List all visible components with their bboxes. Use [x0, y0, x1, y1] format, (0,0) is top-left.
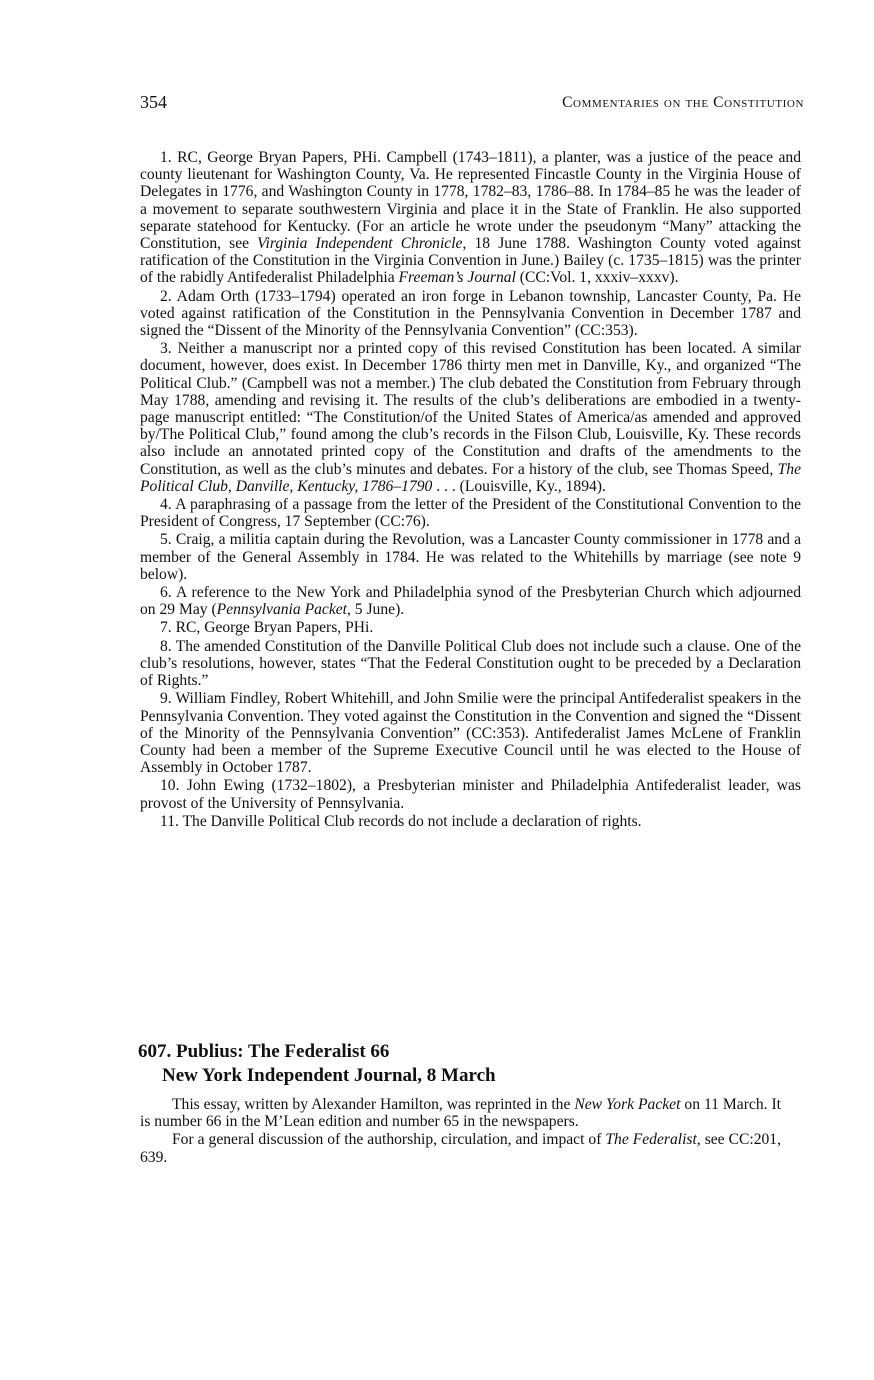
note-text: 11. The Danville Political Club records do not include a declaration of rights.: [160, 812, 642, 830]
note-text: 4. A paraphrasing of a passage from the letter of the President of the Constitutional Convention to the President of Congress, 17 September (CC:76).: [140, 496, 801, 531]
note-text: 8. The amended Constitution of the Danville Political Club does not include such a clause. One of the club’s resolutions, however, states “That the Federal Constitution ought to be preceded by a Declaration of Rights.”: [140, 637, 801, 690]
note-italic: Freeman’s Journal: [398, 269, 516, 287]
document-title: 607. Publius: The Federalist 66: [138, 1041, 390, 1062]
intro-italic: New York Packet: [574, 1096, 681, 1113]
running-head: Commentaries on the Constitution: [562, 94, 804, 111]
note-text: 1. RC, George Bryan Papers, PHi. Campbell (1743–1811), a planter, was a justice of the peace and county lieutenant for Washington County, Va. He represented Fincastle County in the Virginia House of Delegates in 1776, and Washington County in 1778, 1782–83, 1786–88. In 1784–85 he was the leader of a movement to separate southwestern Virginia and place it in the State of Franklin. He also supported separate statehood for Kentucky. (For an article he wrote under the pseudonym “Many” attacking the Constitution, see: [140, 149, 801, 253]
footnote-11: [140, 813, 801, 830]
headnote-paragraph-1: [140, 1096, 781, 1130]
intro-text: This essay, written by Alexander Hamilton, was reprinted in the: [172, 1096, 575, 1113]
headnote-paragraph-2: [140, 1131, 781, 1165]
intro-text: For a general discussion of the authorship, circulation, and impact of: [172, 1131, 606, 1149]
note-text: , 5 June).: [347, 601, 405, 619]
headnote: [140, 1096, 781, 1167]
footnote-8: [140, 638, 801, 690]
note-text: 5. Craig, a militia captain during the Revolution, was a Lancaster County commissioner in 1778 and a member of the General Assembly in 1784. He was related to the Whitehills by marriage (see note 9 below).: [140, 531, 801, 583]
note-text: 7. RC, George Bryan Papers, PHi.: [160, 619, 374, 637]
footnote-6: [140, 584, 801, 618]
note-italic: Pennsylvania Packet: [216, 601, 347, 619]
note-italic: Virginia Independent Chronicle: [257, 235, 463, 253]
note-text: 3. Neither a manuscript nor a printed copy of this revised Constitution has been located. A similar document, however, does exist. In December 1786 thirty men met in Danville, Ky., and organized “The Political Club.” (Campbell was not a member.) The club debated the Constitution from February through May 1788, amending and revising it. The results of the club’s deliberations are embodied in a twenty-page manuscript entitled: “The Constitution/of the United States of America/as amended and approved by/The Political Club,” found among the club’s records in the Filson Club, Louisville, Ky. These records also include an annotated printed copy of the Constitution and drafts of the amendments to the Constitution, as well as the club’s minutes and debates. For a history of the club, see Thomas Speed,: [140, 340, 801, 478]
note-text: 10. John Ewing (1732–1802), a Presbyterian minister and Philadelphia Antifederalist leader, was provost of the University of Pennsylvania.: [140, 777, 801, 812]
note-text: (CC:Vol. 1, xxxiv–xxxv).: [515, 269, 679, 287]
note-text: 6. A reference to the New York and Philadelphia synod of the Presbyterian Church which adjourned on 29 May (: [140, 584, 801, 619]
footnote-1: [140, 149, 801, 287]
intro-italic: The Federalist: [605, 1131, 697, 1149]
page-number: 354: [140, 92, 167, 112]
footnote-7: [140, 619, 801, 636]
footnotes: [140, 149, 801, 831]
intro-text: on 11 March. It is number 66 in the M’Lean edition and number 65 in the newspapers.: [140, 1096, 782, 1131]
footnote-4: [140, 496, 801, 530]
note-text: 2. Adam Orth (1733–1794) operated an iron forge in Lebanon township, Lancaster County, Pa. He voted against ratification of the Constitution in the Pennsylvania Convention in December 1787 and signed the “Dissent of the Minority of the Pennsylvania Convention” (CC:353).: [140, 287, 801, 340]
note-text: , 18 June 1788. Washington County voted against ratification of the Constitution in the Virginia Convention in June.) Bailey (c. 1735–1815) was the printer of the rabidly Antifederalist Philadelphia: [140, 235, 801, 287]
note-text: 9. William Findley, Robert Whitehill, and John Smilie were the principal Antifederalist speakers in the Pennsylvania Convention. They voted against the Constitution in the Convention and signed the “Dissent of the Minority of the Pennsylvania Convention” (CC:353). Antifederalist James McLene of Franklin County had been a member of the Supreme Executive Council until he was elected to the House of Assembly in October 1787.: [140, 690, 801, 777]
page-header: [140, 92, 804, 120]
footnote-2: [140, 288, 801, 340]
note-italic: The Political Club, Danville, Kentucky, 1786–1790: [140, 460, 801, 495]
footnote-5: [140, 531, 801, 583]
intro-text: , see CC:201, 639.: [140, 1131, 781, 1166]
document-subtitle: New York Independent Journal, 8 March: [162, 1065, 496, 1086]
note-text: . . . (Louisville, Ky., 1894).: [432, 477, 606, 495]
footnote-10: [140, 777, 801, 811]
document-heading: [138, 1040, 802, 1088]
footnote-9: [140, 690, 801, 776]
footnote-3: [140, 340, 801, 495]
